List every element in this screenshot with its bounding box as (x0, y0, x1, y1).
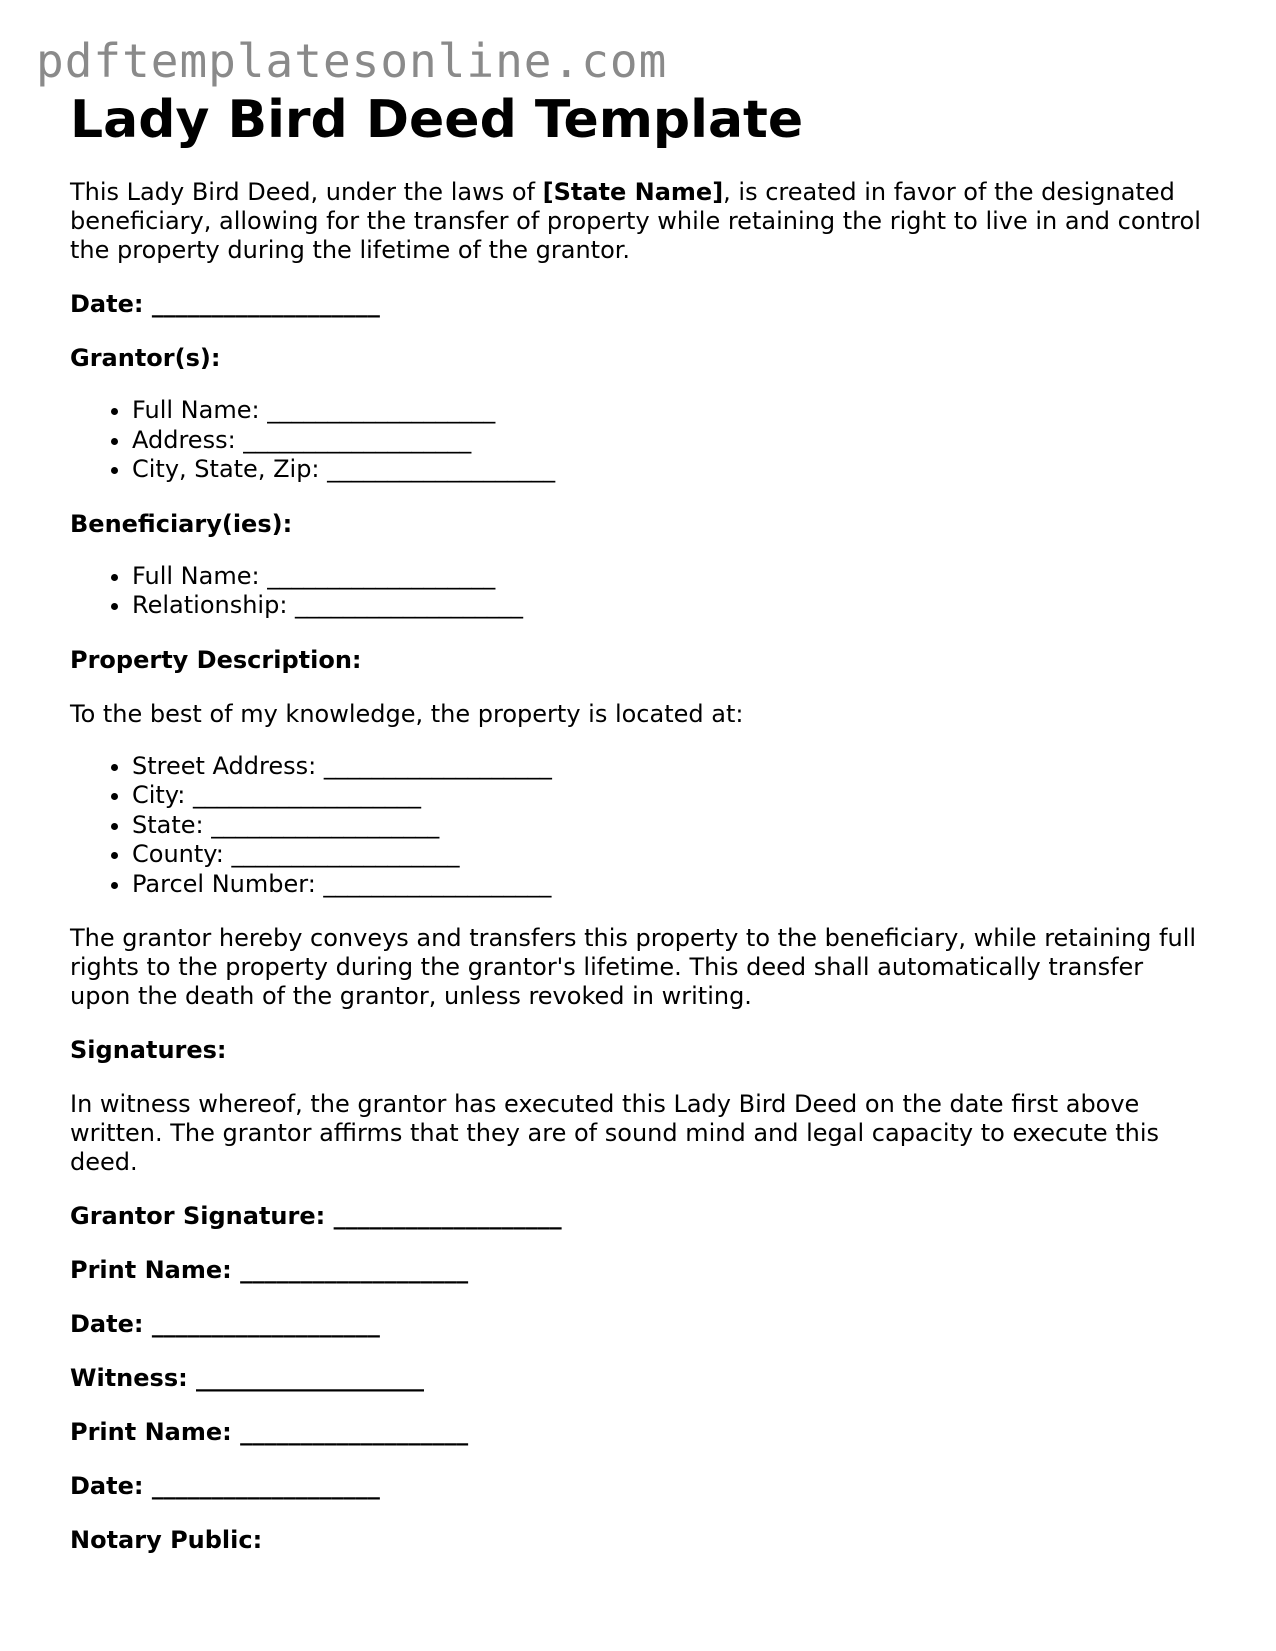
beneficiaries-heading: Beneficiary(ies): (70, 509, 293, 538)
state-name-placeholder: [State Name] (542, 178, 724, 206)
intro-text-after: , is created in favor of the designated beneficiary, allowing for the transfer of property while retaining the right to live in and control the property during the lifetime of the grantor. (70, 178, 1201, 264)
signatures-paragraph: In witness whereof, the grantor has executed this Lady Bird Deed on the date first above written. The grantor affirms that they are of sound mind and legal capacity to execute this deed. (70, 1090, 1160, 1176)
property-state-field[interactable]: • State: ___________________ (132, 811, 1210, 841)
grantor-print-name-field[interactable]: Print Name: ___________________ (70, 1256, 469, 1284)
date-field[interactable]: Date: ___________________ (70, 290, 380, 318)
grantor-date-field[interactable]: Date: ___________________ (70, 1310, 380, 1338)
witness-date-field[interactable]: Date: ___________________ (70, 1472, 380, 1500)
intro-paragraph (70, 178, 1210, 265)
document-title: Lady Bird Deed Template (70, 90, 804, 150)
beneficiary-full-name-field[interactable]: • Full Name: ___________________ (132, 562, 1210, 592)
property-parcel-number-field[interactable]: • Parcel Number: ___________________ (132, 870, 1210, 900)
grantor-city-state-zip-field[interactable]: • City, State, Zip: ___________________ (132, 455, 1210, 485)
grantor-full-name-field[interactable]: • Full Name: ___________________ (132, 396, 1210, 426)
notary-public-heading: Notary Public: (70, 1526, 263, 1554)
conveyance-paragraph: The grantor hereby conveys and transfers this property to the beneficiary, while retaining full rights to the property during the grantor's lifetime. This deed shall automatically transfer upon the death of the grantor, unless revoked in writing. (70, 924, 1197, 1010)
grantors-heading: Grantor(s): (70, 344, 221, 372)
property-city-field[interactable]: • City: ___________________ (132, 781, 1210, 811)
property-county-field[interactable]: • County: ___________________ (132, 840, 1210, 870)
grantor-signature-field[interactable]: Grantor Signature: ___________________ (70, 1202, 562, 1230)
grantor-address-field[interactable]: • Address: ___________________ (132, 426, 1210, 456)
watermark: pdftemplatesonline.com (36, 34, 668, 88)
signatures-heading: Signatures: (70, 1036, 227, 1064)
witness-print-name-field[interactable]: Print Name: ___________________ (70, 1418, 469, 1446)
witness-field[interactable]: Witness: ___________________ (70, 1364, 425, 1392)
property-street-address-field[interactable]: • Street Address: ___________________ (132, 752, 1210, 782)
property-lead-text: To the best of my knowledge, the property is located at: (70, 699, 744, 728)
document-page (70, 88, 1210, 1555)
property-heading: Property Description: (70, 645, 362, 674)
beneficiaries-list (70, 562, 1210, 621)
grantors-list (70, 396, 1210, 485)
intro-text-before: This Lady Bird Deed, under the laws of (70, 178, 543, 206)
beneficiary-relationship-field[interactable]: • Relationship: ___________________ (132, 591, 1210, 621)
property-list (70, 752, 1210, 900)
